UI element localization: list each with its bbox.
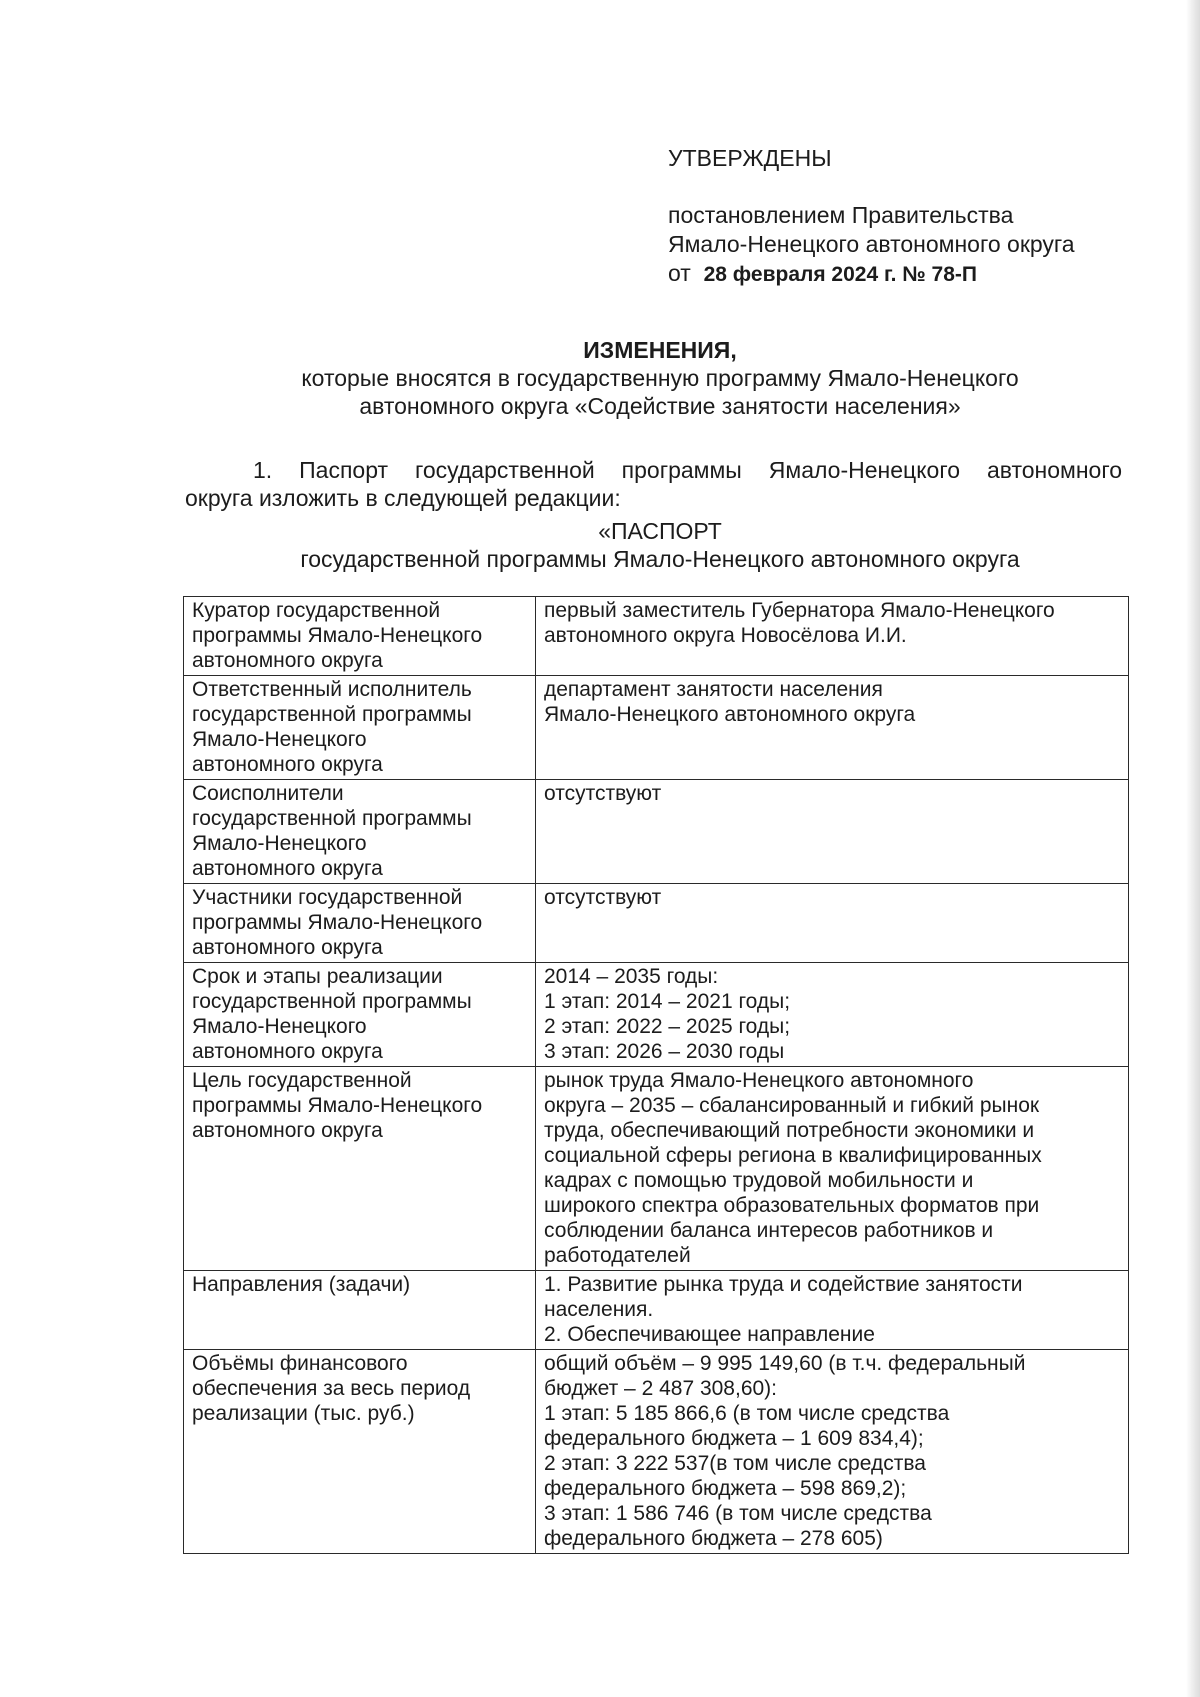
row-value-cell — [536, 1271, 1129, 1350]
row-label-cell — [184, 884, 536, 963]
row-value-line: социальной сферы региона в квалифицированных — [544, 1144, 1042, 1167]
row-label-line: обеспечения за весь период — [192, 1377, 471, 1400]
row-label-line: программы Ямало-Ненецкого — [192, 911, 483, 934]
item-1-paragraph — [185, 456, 1122, 512]
row-label-line: государственной программы — [192, 990, 472, 1013]
row-value-line: 2 этап: 2022 – 2025 годы; — [544, 1015, 791, 1038]
row-value-line: автономного округа Новосёлова И.И. — [544, 624, 907, 647]
row-label-line: Ямало-Ненецкого — [192, 728, 367, 751]
row-label-cell — [184, 963, 536, 1067]
row-value-line: 2. Обеспечивающее направление — [544, 1323, 875, 1346]
row-value-line: отсутствуют — [544, 886, 662, 909]
row-value-line: Ямало-Ненецкого автономного округа — [544, 703, 916, 726]
row-label-line: Участники государственной — [192, 886, 463, 909]
approved-label: УТВЕРЖДЕНЫ — [668, 145, 832, 171]
item-1-line-2: округа изложить в следующей редакции: — [185, 485, 621, 511]
row-value-line: федерального бюджета – 278 605) — [544, 1527, 883, 1550]
row-value-line: 1 этап: 5 185 866,6 (в том числе средства — [544, 1402, 950, 1425]
row-value-line: соблюдении баланса интересов работников и — [544, 1219, 994, 1242]
row-label-line: автономного округа — [192, 936, 383, 959]
row-label-line: Направления (задачи) — [192, 1273, 411, 1296]
row-value-line: населения. — [544, 1298, 654, 1321]
row-label-line: реализации (тыс. руб.) — [192, 1402, 415, 1425]
row-label-cell — [184, 780, 536, 884]
row-value-line: рынок труда Ямало-Ненецкого автономного — [544, 1069, 974, 1092]
row-value-line: труда, обеспечивающий потребности экономики и — [544, 1119, 1035, 1142]
row-value-line: 2 этап: 3 222 537(в том числе средства — [544, 1452, 926, 1475]
date-prefix: от — [668, 260, 691, 286]
passport-table-body — [184, 597, 1129, 1554]
row-label-line: Куратор государственной — [192, 599, 441, 622]
row-label-line: Ямало-Ненецкого — [192, 832, 367, 855]
table-row — [184, 597, 1129, 676]
row-value-cell — [536, 676, 1129, 780]
row-label-line: программы Ямало-Ненецкого — [192, 624, 483, 647]
approval-block — [668, 144, 1168, 289]
row-value-line: общий объём – 9 995 149,60 (в т.ч. федеральный — [544, 1352, 1026, 1375]
row-value-line: 1 этап: 2014 – 2021 годы; — [544, 990, 791, 1013]
row-label-line: автономного округа — [192, 1040, 383, 1063]
row-value-cell — [536, 780, 1129, 884]
passport-title: «ПАСПОРТ — [598, 518, 722, 544]
table-row — [184, 1067, 1129, 1271]
changes-heading — [180, 336, 1140, 420]
row-value-line: 3 этап: 1 586 746 (в том числе средства — [544, 1502, 932, 1525]
row-label-cell — [184, 1350, 536, 1554]
item-1-line-1: 1. Паспорт государственной программы Ямало-Ненецкого автономного — [253, 457, 1122, 483]
row-value-line: округа – 2035 – сбалансированный и гибкий рынок — [544, 1094, 1040, 1117]
approval-line-1: постановлением Правительства — [668, 202, 1014, 228]
row-label-cell — [184, 597, 536, 676]
row-label-line: Срок и этапы реализации — [192, 965, 443, 988]
row-label-line: государственной программы — [192, 807, 472, 830]
row-value-cell — [536, 884, 1129, 963]
row-value-line: широкого спектра образовательных форматов при — [544, 1194, 1040, 1217]
row-value-line: кадрах с помощью трудовой мобильности и — [544, 1169, 974, 1192]
row-label-cell — [184, 1271, 536, 1350]
table-row — [184, 1271, 1129, 1350]
row-label-line: Ответственный исполнитель — [192, 678, 472, 701]
passport-heading — [180, 517, 1140, 573]
scan-edge-shadow — [1186, 0, 1200, 1697]
table-row — [184, 780, 1129, 884]
decree-date-number: 28 февраля 2024 г. № 78-П — [703, 263, 977, 286]
row-value-line: отсутствуют — [544, 782, 662, 805]
passport-table — [183, 596, 1129, 1554]
approval-line-2: Ямало-Ненецкого автономного округа — [668, 231, 1075, 257]
row-value-line: федерального бюджета – 598 869,2); — [544, 1477, 907, 1500]
row-label-line: Ямало-Ненецкого — [192, 1015, 367, 1038]
row-value-line: первый заместитель Губернатора Ямало-Ненецкого — [544, 599, 1055, 622]
row-value-cell — [536, 963, 1129, 1067]
row-label-cell — [184, 1067, 536, 1271]
table-row — [184, 676, 1129, 780]
row-value-line: 3 этап: 2026 – 2030 годы — [544, 1040, 785, 1063]
row-value-line: 1. Развитие рынка труда и содействие занятости — [544, 1273, 1023, 1296]
row-label-line: автономного округа — [192, 857, 383, 880]
row-label-line: Объёмы финансового — [192, 1352, 408, 1375]
row-value-line: департамент занятости населения — [544, 678, 883, 701]
row-value-line: федерального бюджета – 1 609 834,4); — [544, 1427, 924, 1450]
passport-subtitle: государственной программы Ямало-Ненецкого автономного округа — [300, 546, 1020, 572]
changes-subtitle-line-2: автономного округа «Содействие занятости населения» — [359, 393, 961, 419]
row-value-line: бюджет – 2 487 308,60): — [544, 1377, 778, 1400]
table-row — [184, 1350, 1129, 1554]
row-label-line: Соисполнители — [192, 782, 344, 805]
approval-date-line — [668, 259, 1168, 289]
row-value-cell — [536, 1067, 1129, 1271]
row-label-line: программы Ямало-Ненецкого — [192, 1094, 483, 1117]
row-value-cell — [536, 1350, 1129, 1554]
changes-subtitle-line-1: которые вносятся в государственную программу Ямало-Ненецкого — [301, 365, 1019, 391]
row-value-line: работодателей — [544, 1244, 691, 1267]
row-label-line: Цель государственной — [192, 1069, 412, 1092]
table-row — [184, 884, 1129, 963]
table-row — [184, 963, 1129, 1067]
row-label-line: автономного округа — [192, 1119, 383, 1142]
row-value-cell — [536, 597, 1129, 676]
row-value-line: 2014 – 2035 годы: — [544, 965, 719, 988]
row-label-line: государственной программы — [192, 703, 472, 726]
row-label-cell — [184, 676, 536, 780]
row-label-line: автономного округа — [192, 649, 383, 672]
row-label-line: автономного округа — [192, 753, 383, 776]
changes-title: ИЗМЕНЕНИЯ, — [583, 337, 737, 363]
